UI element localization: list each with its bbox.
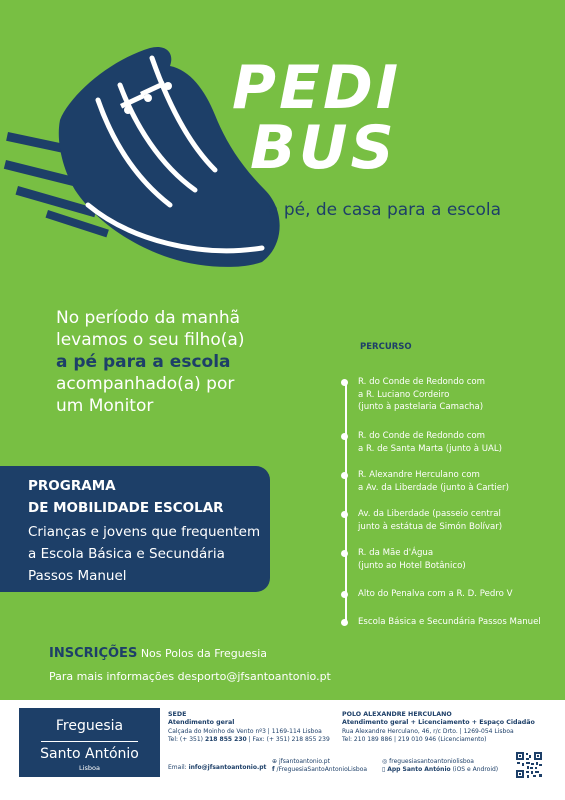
route-stop-dot	[341, 619, 348, 626]
route-stop: R. do Conde de Redondo com a R. Luciano Cordeiro (junto à pastelaria Camacha)	[358, 376, 485, 414]
app-platforms: (iOS e Android)	[452, 766, 499, 774]
sede-phone[interactable]: 218 855 230	[204, 736, 247, 744]
sede-label: SEDE	[168, 711, 187, 718]
registration	[49, 646, 267, 661]
app-link[interactable]: App Santo António	[387, 766, 451, 774]
program-description: Crianças e jovens que frequentem	[28, 524, 261, 540]
facebook-icon: f	[272, 766, 275, 774]
intro-line: acompanhado(a) por	[56, 374, 235, 394]
intro-line: No período da manhã	[56, 308, 241, 328]
route-stop-dot	[341, 472, 348, 479]
title	[232, 53, 402, 183]
registration-text: Nos Polos da Freguesia	[140, 647, 268, 660]
intro-highlight: a pé para a escola	[56, 352, 231, 372]
more-info-text: Para mais informações	[49, 670, 175, 683]
logo-line-1: Freguesia	[55, 718, 124, 734]
more-info	[49, 670, 331, 683]
subtitle: a pé, de casa para a escola	[268, 200, 502, 220]
route-stop: Av. da Liberdade (passeio central junto à estátua de Simón Bolívar)	[358, 508, 502, 533]
route-line	[345, 382, 347, 622]
title-line-1: PEDI	[232, 53, 402, 123]
title-line-2: BUS	[250, 113, 397, 183]
footer-email-link[interactable]: info@jfsantoantonio.pt	[188, 764, 267, 771]
intro-line: levamos o seu filho(a)	[56, 330, 245, 350]
polo-contacts	[342, 711, 535, 745]
website-link[interactable]: jfsantoantonio.pt	[278, 758, 330, 765]
route-stop: Alto do Penalva com a R. D. Pedro V	[358, 588, 513, 601]
polo-service: Atendimento geral + Licenciamento + Espaço Cidadão	[342, 719, 535, 727]
logo-divider	[41, 741, 138, 742]
registration-label: INSCRIÇÕES	[49, 646, 138, 661]
route-stop-dot	[341, 591, 348, 598]
route-stop: R. da Mãe d'Água (junto ao Hotel Botânico)	[358, 547, 466, 572]
logo-line-2: Santo António	[40, 746, 139, 762]
polo-phone: Tel: 210 189 886 | 219 010 946 (Licenciamento)	[342, 736, 487, 744]
route-stop-dot	[341, 433, 348, 440]
footer-web	[272, 758, 367, 775]
footer-email	[168, 764, 266, 772]
footer-social	[382, 758, 498, 775]
route-stop: R. Alexandre Herculano com a Av. da Liberdade (junto à Cartier)	[358, 469, 509, 494]
polo-address: Rua Alexandre Herculano, 46, r/c Drto. | 1269-054 Lisboa	[342, 727, 514, 735]
intro-text	[56, 307, 244, 417]
intro-line: um Monitor	[56, 396, 154, 416]
route-stop-dot	[341, 511, 348, 518]
route-title: PERCURSO	[360, 342, 412, 352]
logo-line-3: Lisboa	[79, 764, 100, 772]
sede-fax: | Fax: (+ 351) 218 855 239	[248, 736, 330, 744]
qr-code-icon[interactable]	[516, 752, 542, 778]
globe-icon: ⊕	[272, 758, 278, 765]
sede-contacts	[168, 711, 330, 745]
program-description: a Escola Básica e Secundária	[28, 546, 225, 562]
sede-address: Calçada do Moinho de Vento nº3 | 1169-114 Lisboa	[168, 727, 322, 735]
phone-icon: ▯	[382, 766, 386, 774]
route-stop: Escola Básica e Secundária Passos Manuel	[358, 616, 541, 629]
sede-service: Atendimento geral	[168, 719, 235, 727]
footer-email-label: Email:	[168, 764, 187, 771]
program-box	[0, 466, 270, 592]
route-stop-dot	[341, 379, 348, 386]
program-subtitle: DE MOBILIDADE ESCOLAR	[28, 500, 224, 516]
program-description: Passos Manuel	[28, 568, 127, 584]
polo-label: POLO ALEXANDRE HERCULANO	[342, 711, 452, 718]
sede-phone-line: Tel: (+ 351) 218 855 230 | Fax: (+ 351) 218 855 239	[168, 736, 330, 744]
instagram-link[interactable]: freguesiasantoantoniolisboa	[389, 758, 474, 765]
route-stop-dot	[341, 550, 348, 557]
facebook-link[interactable]: /FreguesiaSantoAntonioLisboa	[276, 766, 368, 774]
instagram-icon: ◎	[382, 758, 388, 765]
program-title: PROGRAMA	[28, 478, 116, 494]
freguesia-logo	[19, 708, 160, 777]
contact-email-link[interactable]: desporto@jfsantoantonio.pt	[177, 670, 331, 683]
route-stop: R. do Conde de Redondo com a R. de Santa Marta (junto à UAL)	[358, 430, 502, 455]
